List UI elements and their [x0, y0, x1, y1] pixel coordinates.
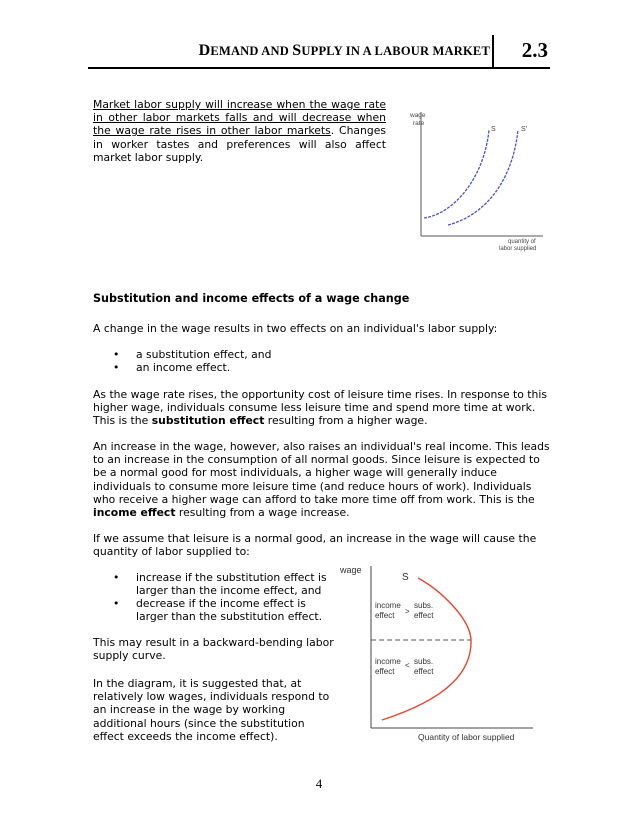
paragraph-line: This may result in a backward-bending labor [93, 636, 334, 649]
list-item-line: increase if the substitution effect is [136, 571, 327, 584]
paragraph: A change in the wage results in two effects on an individual's labor supply: [93, 322, 498, 335]
labor-supply-shift-figure [398, 104, 548, 254]
paragraph-line: In the diagram, it is suggested that, at [93, 677, 302, 690]
backward-bending-supply-curve [382, 578, 471, 720]
bullet-dot: • [113, 597, 120, 610]
paragraph [93, 388, 553, 428]
curve-label-s-prime: S' [521, 126, 528, 133]
paragraph [93, 440, 553, 519]
paragraph-line: effect exceeds the income effect). [93, 729, 278, 743]
list-item-line: larger than the income effect, and [136, 584, 322, 598]
header-rule [88, 67, 550, 69]
lower-comparison-sign: < [405, 661, 410, 670]
backward-bending-supply-figure [338, 560, 538, 746]
list-item-line: decrease if the income effect is [136, 597, 306, 610]
title-part: D [198, 42, 211, 59]
paragraph-text: resulting from a higher wage. [264, 414, 428, 428]
x-label-line: labor supplied [499, 246, 537, 252]
list-item-line: larger than the substitution effect. [136, 610, 323, 624]
label-line: income [375, 601, 401, 610]
y-axis-label: wage [340, 565, 362, 575]
label-line: effect [414, 667, 434, 676]
upper-comparison-sign: > [405, 607, 410, 616]
supply-curve-s-prime [448, 130, 518, 225]
list-item-text [136, 571, 327, 597]
paragraph-text: An increase in the wage, however, also raises an individual's real income. This leads to an increase in the consumption of all normal goods. Since leisure is expected to be a normal good for most individuals, a higher wage will generally induce individuals to consume more leisure time (and reduce hours of work). Individuals who receive a higher wage can afford to take more time off from work. This is the [93, 440, 550, 506]
y-axis-label [413, 120, 425, 127]
label-line: subs. [414, 657, 434, 666]
paragraph-line: additional hours (since the substitution [93, 716, 305, 730]
title-part: UPPLY IN A LABOUR MARKET [301, 44, 490, 58]
section-number: 2.3 [521, 38, 548, 62]
label-line: subs. [414, 601, 434, 610]
label-line: effect [414, 611, 434, 620]
list-item-text: an income effect. [136, 361, 231, 374]
intro-underlined: Market labor supply will increase when the wage rate in other labor markets falls and will decrease when the wage rate rises in other labor markets [93, 98, 386, 138]
lower-subs-effect-label [414, 667, 434, 676]
label-line: effect [375, 611, 395, 620]
list-item-text: a substitution effect, and [136, 348, 272, 361]
y-label-line: rate [413, 120, 425, 127]
list-item-text [136, 597, 322, 623]
bullet-dot: • [113, 348, 120, 361]
paragraph-text: resulting from a wage increase. [175, 506, 350, 520]
intro-rest: . Changes in worker tastes and preferences will also affect market labor supply. [93, 124, 387, 164]
y-label-line: wage [410, 112, 426, 119]
chapter-title [199, 42, 490, 60]
header-divider [492, 35, 494, 68]
paragraph-line: an increase in the wage by working [93, 703, 286, 717]
paragraph-text: As the wage rate rises, the opportunity cost of leisure time rises. In response to this higher wage, individuals consume less leisure time and spend more time at work. This is the [93, 388, 547, 428]
page-header [88, 32, 550, 70]
page-number: 4 [315, 776, 323, 791]
lower-income-effect-label [375, 657, 401, 666]
curve-label-s: S [491, 126, 496, 133]
x-axis-label [499, 246, 536, 252]
x-axis-label [508, 239, 536, 245]
term-income-effect: income effect [93, 506, 176, 520]
paragraph-line: supply curve. [93, 649, 166, 663]
paragraph [93, 636, 343, 662]
bullet-dot: • [113, 571, 120, 584]
title-part: EMAND AND [210, 44, 293, 58]
x-label-line: quantity of [508, 239, 536, 245]
x-axis-label: Quantity of labor supplied [418, 732, 515, 742]
title-part: S [292, 42, 302, 59]
upper-subs-effect-label [414, 611, 434, 620]
paragraph [93, 677, 343, 743]
lower-income-effect-label [375, 667, 395, 676]
paragraph: If we assume that leisure is a normal good, an increase in the wage will cause the quantity of labor supplied to: [93, 532, 537, 559]
y-axis-label [409, 112, 426, 119]
paragraph-line: relatively low wages, individuals respond to [93, 690, 330, 704]
supply-curve-s [424, 130, 489, 218]
upper-income-effect-label [375, 601, 401, 610]
lower-subs-effect-label [414, 657, 433, 666]
upper-income-effect-label [375, 611, 395, 620]
label-line: income [375, 657, 401, 666]
term-substitution-effect: substitution effect [151, 414, 265, 428]
upper-subs-effect-label [414, 601, 433, 610]
intro-paragraph [93, 98, 386, 164]
bullet-dot: • [113, 361, 120, 374]
label-line: effect [375, 667, 395, 676]
section-heading: Substitution and income effects of a wage change [93, 292, 410, 305]
curve-label-s: S [402, 572, 409, 583]
